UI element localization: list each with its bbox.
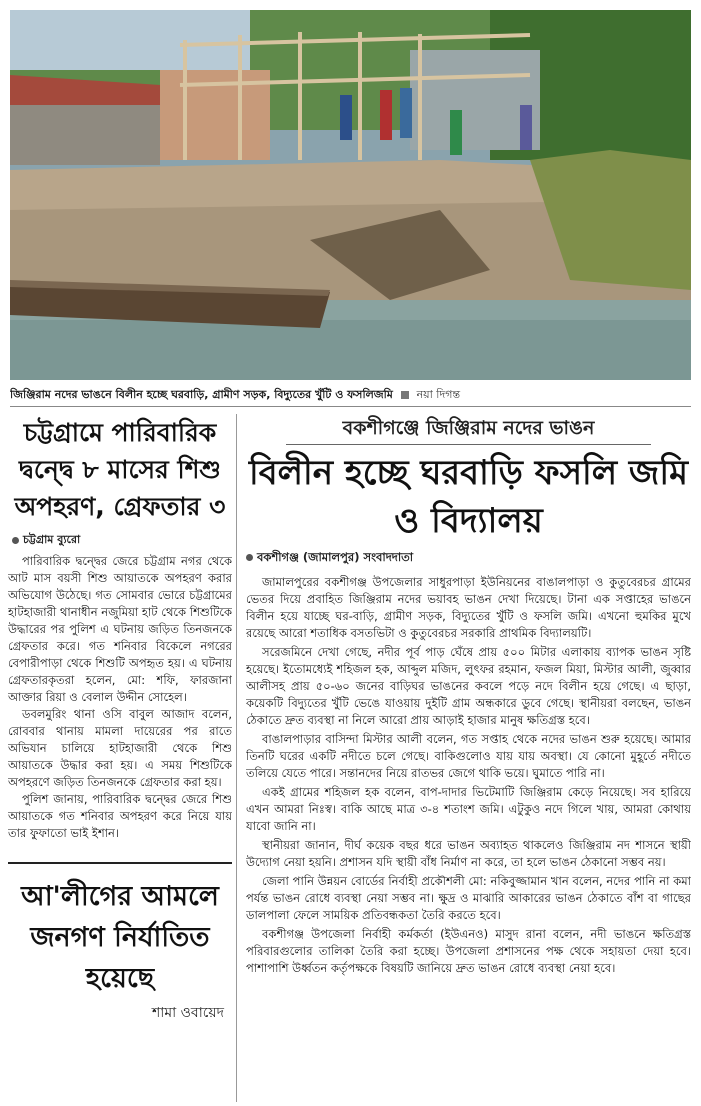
main-story-paragraph: বকশীগঞ্জ উপজেলা নির্বাহী কর্মকর্তা (ইউএনও) মাসুদ রানা বলেন, নদী ভাঙনে ক্ষতিগ্রস্ত পরিবারগুলোর তালিকা তৈরি করা হচ্ছে। উপজেলা প্রশাসনের পক্ষ থেকে সহায়তা দেয়া হবে। পাশাপাশি উর্ধ্বতন কর্তৃপক্ষকে বিষয়টি জানিয়ে দ্রুত ভাঙন রোধে ব্যবস্থা নেয়া হবে। (246, 927, 691, 975)
bullet-icon (12, 537, 19, 544)
caption-separator-icon (401, 391, 409, 399)
left-story-byline (12, 531, 232, 550)
bullet-icon (246, 554, 253, 561)
main-story-paragraph: জেলা পানি উন্নয়ন বোর্ডের নির্বাহী প্রকৌশলী মো: নকিবুজ্জামান খান বলেন, নদের পানি না কমা পর্যন্ত ভাঙন রোধে ব্যবস্থা নেয়া সম্ভব না। ক্ষুদ্র ও মাঝারি আকারের ভাঙন ঠেকাতে বাঁশ বা গাছের ডালপালা ফেলে সাময়িক প্রতিবন্ধকতা তৈরি করতে হবে। (246, 874, 691, 922)
main-story-paragraph: সরেজমিনে দেখা গেছে, নদীর পূর্ব পাড় ঘেঁষে প্রায় ৫০০ মিটার এলাকায় ব্যাপক ভাঙন সৃষ্টি হয়েছে। ইতোমধ্যেই শহিজল হক, আব্দুল মজিদ, লুৎফর রহমান, ফজল মিয়া, মিস্টার আলী, জুব্বার আলীসহ প্রায় ৫০-৬০ জনের বাড়িঘর ভাঙনের কবলে পড়ে নদে বিলীন হয়ে গেছে। এ ছাড়া, কয়েকটি বিদ্যুতের খুঁটি ভেঙে যাওয়ায় দুইটি গ্রাম অন্ধকারে ডুবে গেছে। স্থানীয়রা বলছেন, ভাঙন ঠেকাতে দ্রুত ব্যবস্থা না নিলে আরো প্রায় আড়াই হাজার মানুষ ক্ষতিগ্রস্ত হবে। (246, 645, 691, 727)
news-photo (10, 10, 691, 380)
left-op-author: শামা ওবায়েদ (151, 1005, 224, 1021)
caption-source: নয়া দিগন্ত (416, 388, 461, 401)
left-story-paragraph: পারিবারিক দ্বন্দ্বের জেরে চট্টগ্রাম নগর থেকে আট মাস বয়সী শিশু আয়াতকে অপহরণ করার অভিযোগ উঠেছে। গত সোমবার ভোরে চট্টগ্রামের হাটহাজারী থানাধীন নজুমিয়া হাট থেকে শিশুটিকে উদ্ধারের পর পুলিশ এ ঘটনায় জড়িত তিনজনকে গ্রেফতার করে। গত শনিবার বিকেলে নগরের বেপারীপাড়া থেকে শিশুটি অপহৃত হয়। এ ঘটনায় গ্রেফতারকৃতরা হলেন, মো: শফি, ফারজানা আক্তার রিয়া ও বেলাল উদ্দীন সোহেল। (8, 554, 232, 704)
caption-text: জিঞ্জিরাম নদের ভাঙনে বিলীন হচ্ছে ঘরবাড়ি, গ্রামীণ সড়ক, বিদ্যুতের খুঁটি ও ফসলিজমি (10, 388, 393, 401)
main-story-paragraph: বাঙালপাড়ার বাসিন্দা মিস্টার আলী বলেন, গত সপ্তাহ থেকে নদের ভাঙন শুরু হয়েছে। আমার তিনটি ঘরের একটি নদীতে চলে গেছে। বাকিগুলোও যায় যায় অবস্থা। যে কোনো মুহূর্তে নদীতে তলিয়ে যেতে পারে। সন্তানদের নিয়ে রাতভর জেগে থাকি ভয়ে। ঘুমাতে পারি না। (246, 732, 691, 780)
left-column (8, 412, 232, 1102)
riverbank-erosion-image (10, 10, 691, 380)
main-byline-text: বকশীগঞ্জ (জামালপুর) সংবাদদাতা (257, 550, 414, 564)
left-story-paragraph: পুলিশ জানায়, পারিবারিক দ্বন্দ্বের জেরে শিশু আয়াতকে গত শনিবার অপহরণ করে নিয়ে যায় তার ফুফাতো ভাই ইশান। (8, 792, 232, 840)
main-story-paragraph: স্থানীয়রা জানান, দীর্ঘ কয়েক বছর ধরে ভাঙন অব্যাহত থাকলেও জিঞ্জিরাম নদ শাসনে স্থায়ী উদ্যোগ নেয়া হয়নি। প্রশাসন যদি স্থায়ী বাঁধ নির্মাণ না করে, তা হলে ভাঙন ঠেকানো সম্ভব নয়। (246, 838, 691, 869)
left-story-headline: চট্টগ্রামে পারিবারিক দ্বন্দ্বে ৮ মাসের শিশু অপহরণ, গ্রেফতার ৩ (14, 418, 226, 521)
left-story-paragraph: ডবলমুরিং থানা ওসি বাবুল আজাদ বলেন, রোববার থানায় মামলা দায়েরের পর রাতে অভিযান চালিয়ে হাটহাজারী থেকে শিশু আয়াতকে উদ্ধার করা হয়। এ সময় শিশুটিকে অপহরণে জড়িত তিনজনকে গ্রেফতার করা হয়। (8, 707, 232, 789)
left-op-headline: আ'লীগের আমলে জনগণ নির্যাতিত হয়েছে (8, 862, 232, 999)
main-story-headline: বিলীন হচ্ছে ঘরবাড়ি ফসলি জমি ও বিদ্যালয় (249, 453, 688, 541)
left-byline-text: চট্টগ্রাম ব্যুরো (23, 533, 81, 546)
photo-caption (10, 385, 691, 407)
column-divider (236, 414, 237, 1102)
main-story-paragraph: একই গ্রামের শহিজল হক বলেন, বাপ-দাদার ভিটেমাটি জিঞ্জিরাম কেড়ে নিয়েছে। সব হারিয়ে এখন আমরা নিঃস্ব। বাকি আছে মাত্র ৩-৪ শতাংশ জমি। এটুকুও নদে গিলে খায়, আমরা কোথায় যাবো জানি না। (246, 785, 691, 833)
main-story-kicker: বকশীগঞ্জে জিঞ্জিরাম নদের ভাঙন (286, 414, 651, 445)
main-story (246, 414, 691, 1104)
main-story-byline (246, 549, 691, 568)
main-story-paragraph: জামালপুরের বকশীগঞ্জ উপজেলার সাধুরপাড়া ইউনিয়নের বাঙালপাড়া ও কুতুবেরচর গ্রামের ভেতর দিয়ে প্রবাহিত জিঞ্জিরাম নদের ভয়াবহ ভাঙন দেখা দিয়েছে। টানা এক সপ্তাহের ভাঙনে বিলীন হয়ে যাচ্ছে ঘর-বাড়ি, গ্রামীণ সড়ক, বিদ্যুতের খুঁটি ও ফসলি জমি। এখনো হুমকির মুখে রয়েছে আরো শতাধিক বসতভিটা ও কুতুবেরচর সরকারি প্রাথমিক বিদ্যালয়টি। (246, 575, 691, 640)
